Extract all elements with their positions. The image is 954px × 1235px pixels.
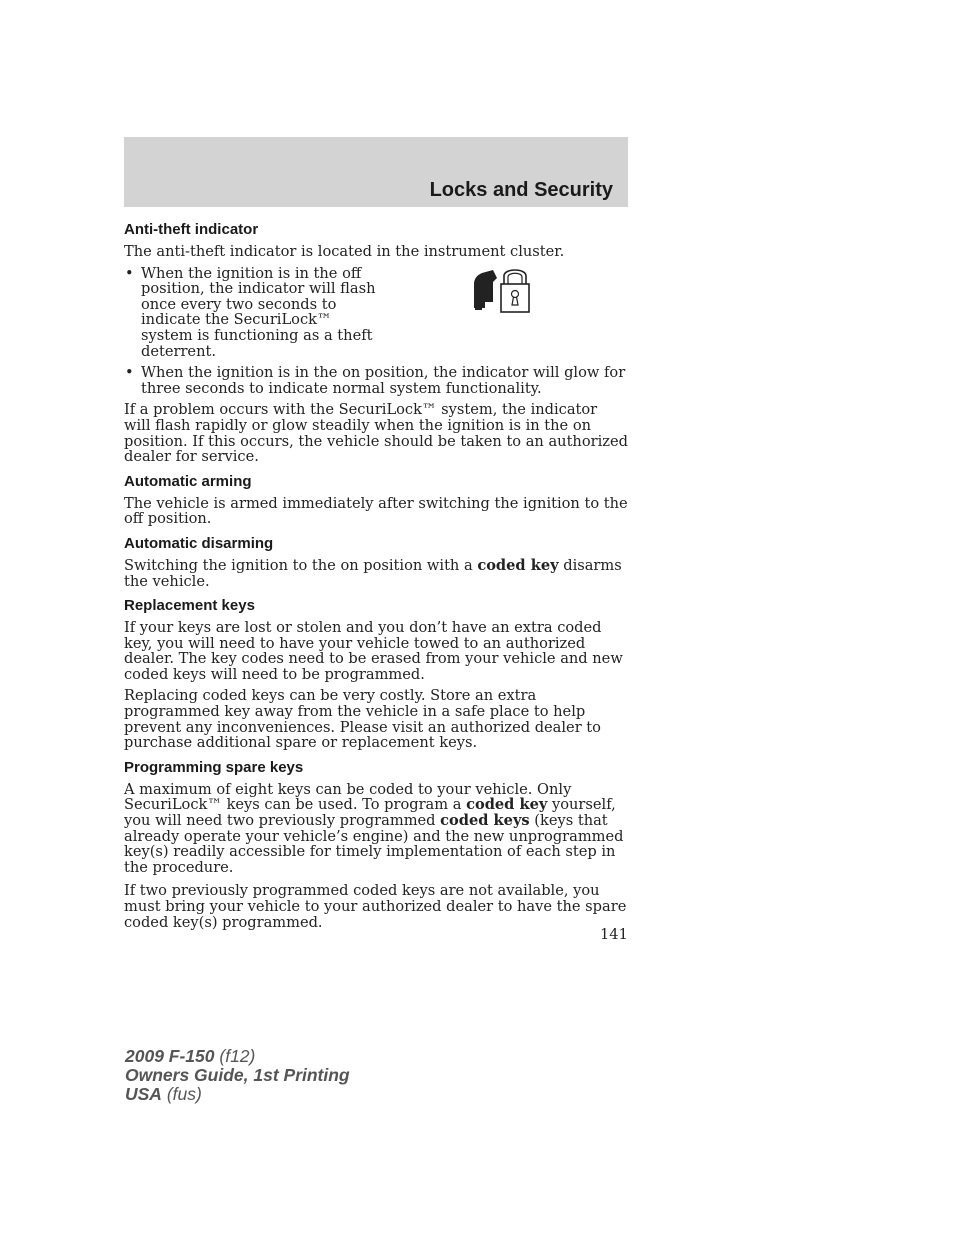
automatic-disarming-text — [124, 558, 628, 589]
anti-theft-bullet-off: • When the ignition is in the off position, the indicator will flash once every two seconds to indicate the SecuriLock™ system is functioning as a theft deterrent. — [141, 264, 376, 360]
programming-p2: If two previously programmed coded keys are not available, you must bring your vehicle to your authorized dealer to have the spare coded key(s) programmed. — [124, 882, 627, 931]
list-item — [124, 365, 628, 396]
text-run: disarms the vehicle. — [124, 556, 622, 590]
section-automatic-disarming — [124, 535, 628, 589]
text-run: A maximum of eight keys can be coded to your vehicle. Only SecuriLock™ keys can be used. To program a — [124, 780, 572, 814]
section-replacement-keys — [124, 597, 628, 751]
section-programming-spare-keys — [124, 759, 628, 930]
footer-line-guide: Owners Guide, 1st Printing — [125, 1065, 350, 1085]
footer — [125, 1047, 350, 1104]
page-number: 141 — [600, 926, 628, 943]
footer-market: USA — [125, 1084, 162, 1104]
anti-theft-bullets — [124, 266, 628, 397]
anti-theft-lock-icon — [471, 262, 533, 322]
replacement-keys-p1: If your keys are lost or stolen and you don’t have an extra coded key, you will need to have your vehicle towed to an authorized dealer. The key codes need to be erased from your vehicle and new coded keys will need to be programmed. — [124, 619, 623, 683]
heading-automatic-arming: Automatic arming — [124, 472, 252, 490]
anti-theft-closing: If a problem occurs with the SecuriLock™ system, the indicator will flash rapidly or glow steadily when the ignition is in the on position. If this occurs, the vehicle should be taken to an authorized dealer for service. — [124, 401, 628, 466]
programming-p1 — [124, 782, 628, 876]
heading-programming-spare-keys: Programming spare keys — [124, 758, 304, 776]
anti-theft-bullet-on: When the ignition is in the on position, the indicator will glow for three seconds to indicate normal system functionality. — [141, 364, 626, 397]
header-band — [124, 137, 628, 207]
footer-model: 2009 F-150 — [125, 1046, 215, 1066]
anti-theft-intro: The anti-theft indicator is located in the instrument cluster. — [124, 243, 565, 260]
list-item — [124, 266, 628, 360]
footer-model-code: (f12) — [214, 1046, 256, 1066]
footer-line-market — [125, 1085, 350, 1104]
heading-automatic-disarming: Automatic disarming — [124, 534, 274, 552]
coded-keys-term: coded keys — [440, 812, 530, 830]
automatic-arming-text: The vehicle is armed immediately after switching the ignition to the off position. — [124, 494, 628, 528]
text-run: Switching the ignition to the on position with a — [124, 556, 478, 574]
page-content — [124, 221, 628, 938]
coded-key-term: coded key — [477, 556, 559, 574]
text-run: yourself, you will need two previously programmed — [124, 796, 616, 830]
footer-market-code: (fus) — [161, 1084, 202, 1104]
section-anti-theft — [124, 221, 628, 465]
text-run: (keys that already operate your vehicle’s engine) and the new unprogrammed key(s) readily accessible for timely implementation of each step in the procedure. — [124, 812, 624, 876]
replacement-keys-p2: Replacing coded keys can be very costly. Store an extra programmed key away from the vehicle in a safe place to help prevent any inconveniences. Please visit an authorized dealer to purchase additional spare or replacement keys. — [124, 687, 601, 752]
section-automatic-arming — [124, 473, 628, 527]
heading-replacement-keys: Replacement keys — [124, 597, 255, 615]
coded-key-term: coded key — [466, 796, 548, 814]
page-title: Locks and Security — [429, 179, 613, 201]
heading-anti-theft: Anti-theft indicator — [124, 221, 259, 238]
footer-line-model — [125, 1047, 350, 1066]
